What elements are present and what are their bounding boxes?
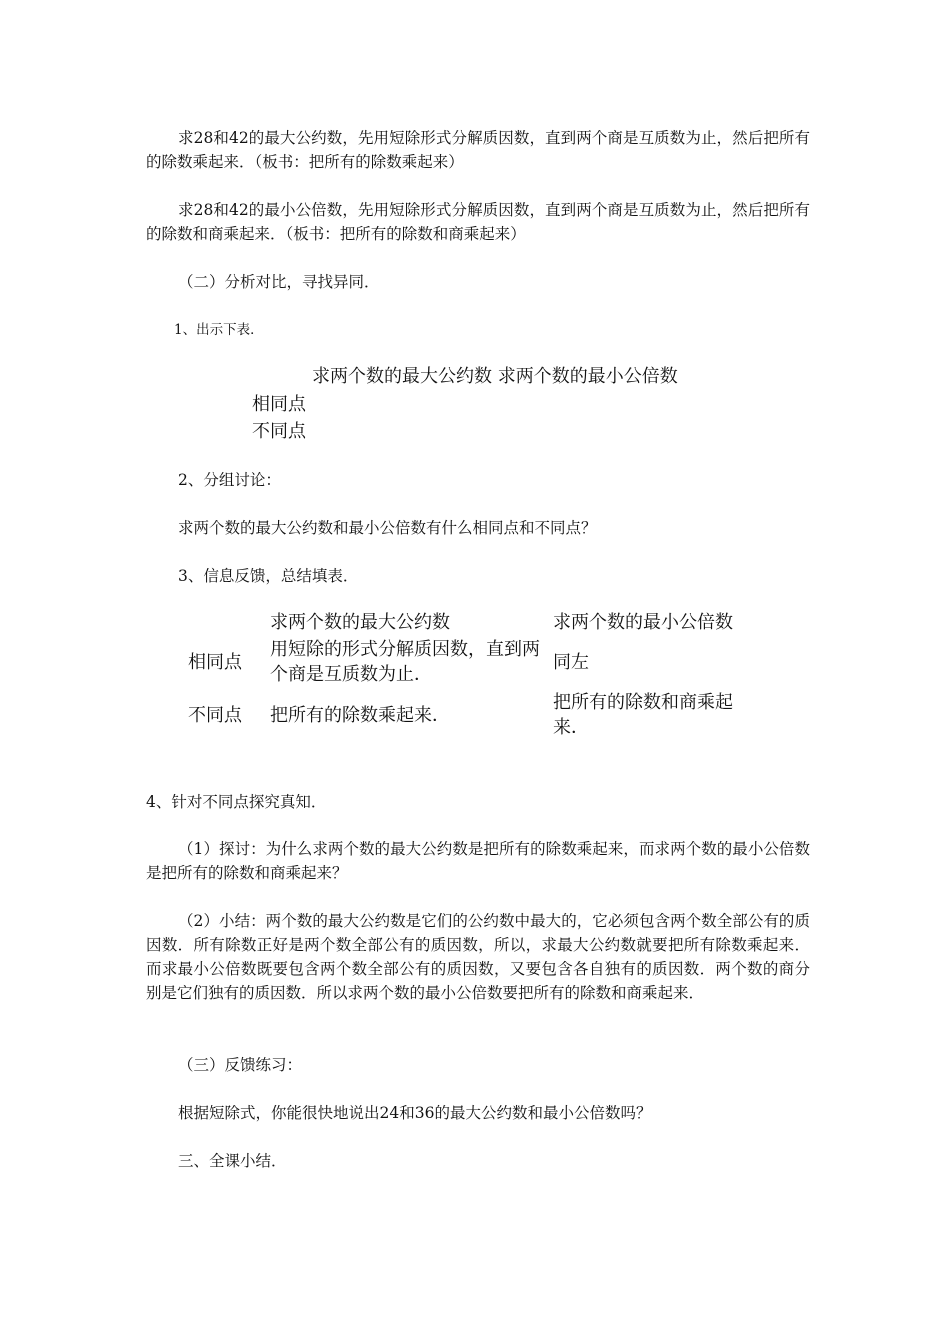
paragraph-summary: （2）小结：两个数的最大公约数是它们的公约数中最大的，它必须包含两个数全部公有的质因数．所有除数正好是两个数全部公有的质因数，所以，求最大公约数就要把所有除数乘起来．而求最小公倍数既要包含两个数全部公有的质因数，又要包含各自独有的质因数．两个数的商分别是它们独有的质因数．所以求两个数的最小公倍数要把所有的除数和商乘起来． bbox=[146, 912, 810, 1002]
table1-row-different: 不同点 bbox=[252, 421, 306, 442]
section-heading-lesson-summary: 三、全课小结． bbox=[178, 1152, 287, 1170]
step-explore-differences: 4、针对不同点探究真知． bbox=[146, 793, 327, 811]
section-heading-compare: （二）分析对比，寻找异同． bbox=[178, 273, 380, 291]
step-feedback: 3、信息反馈，总结填表． bbox=[178, 567, 359, 585]
table2-different-gcd-cell: 把所有的除数乘起来． bbox=[270, 705, 450, 726]
paragraph-gcd-method: 求28和42的最大公约数，先用短除形式分解质因数，直到两个商是互质数为止，然后把所有的除数乘起来．（板书：把所有的除数乘起来） bbox=[146, 129, 810, 171]
step-show-table: 1、出示下表． bbox=[174, 322, 264, 338]
section-heading-practice: （三）反馈练习： bbox=[178, 1056, 303, 1074]
table2-same-gcd-cell: 用短除的形式分解质因数，直到两个商是互质数为止． bbox=[270, 639, 540, 685]
table2-col-lcm: 求两个数的最小公倍数 bbox=[553, 612, 733, 633]
table2-different-lcm-cell: 把所有的除数和商乘起来． bbox=[553, 692, 733, 738]
table2-col-gcd: 求两个数的最大公约数 bbox=[270, 612, 450, 633]
table2-row-same-label: 相同点 bbox=[188, 652, 242, 673]
practice-question: 根据短除式，你能很快地说出24和36的最大公约数和最小公倍数吗？ bbox=[178, 1104, 652, 1122]
table2-row-different-label: 不同点 bbox=[188, 705, 242, 726]
discussion-question: 求两个数的最大公约数和最小公倍数有什么相同点和不同点？ bbox=[178, 519, 597, 537]
paragraph-discussion: （1）探讨：为什么求两个数的最大公约数是把所有的除数乘起来，而求两个数的最小公倍数是把所有的除数和商乘起来？ bbox=[146, 840, 810, 882]
table1-header: 求两个数的最大公约数 求两个数的最小公倍数 bbox=[312, 366, 678, 387]
step-group-discussion: 2、分组讨论： bbox=[178, 471, 281, 489]
table2-same-lcm-cell: 同左 bbox=[553, 652, 589, 673]
table1-row-same: 相同点 bbox=[252, 394, 306, 415]
paragraph-lcm-method: 求28和42的最小公倍数，先用短除形式分解质因数，直到两个商是互质数为止，然后把所有的除数和商乘起来．（板书：把所有的除数和商乘起来） bbox=[146, 201, 810, 243]
